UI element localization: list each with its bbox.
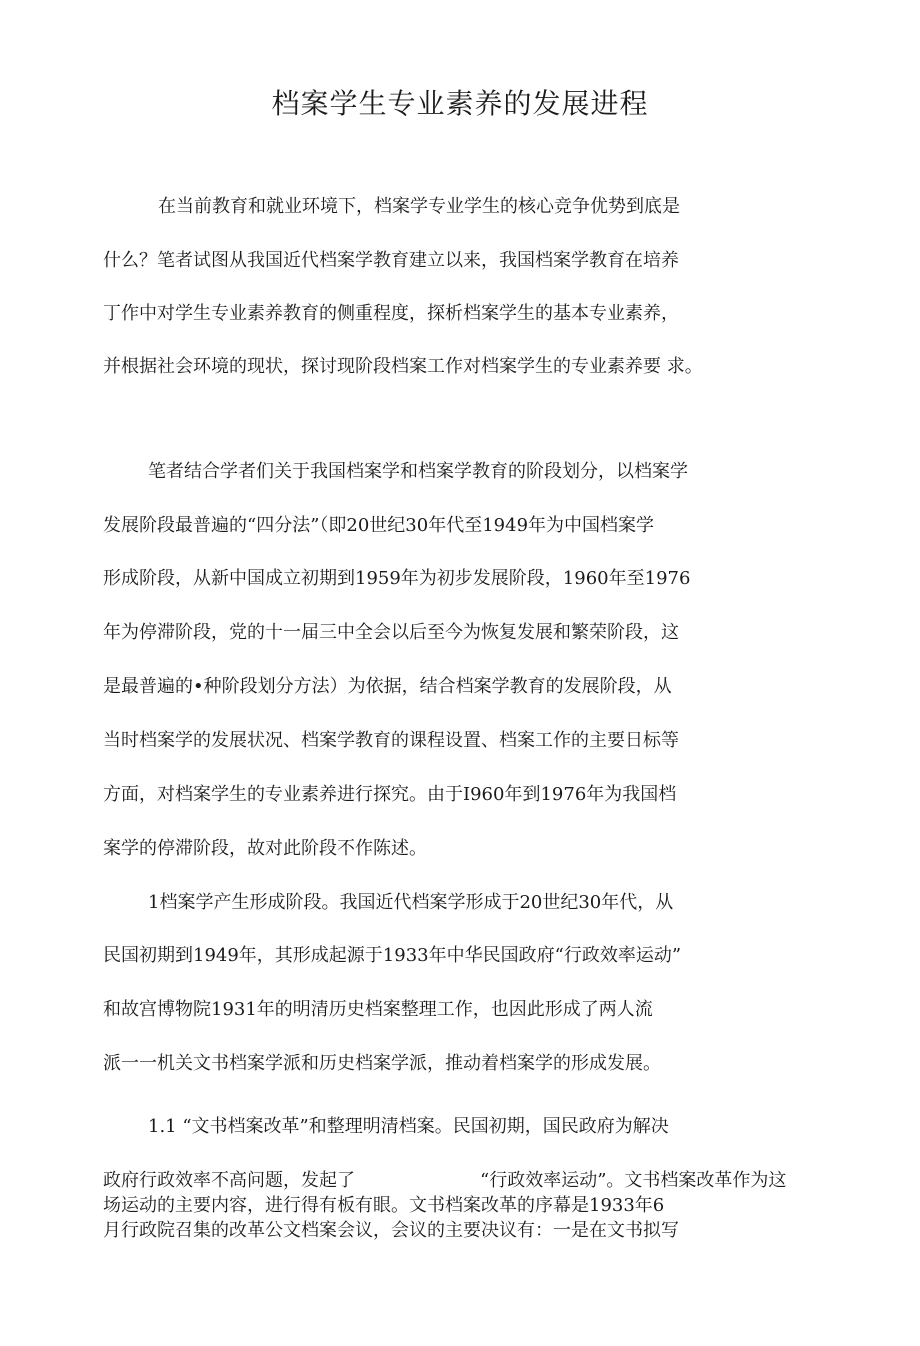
paragraph-line: 和故宫博物院1931年的明清历史档案整理工作，也因此形成了两人流 [103,999,653,1020]
paragraph-line: 民国初期到1949年，其形成起源于1933年中华民国政府“行政效率运动” [103,945,682,966]
paragraph-line: 是最普遍的•种阶段划分方法）为依据，结合档案学教育的发展阶段，从 [103,676,672,697]
paragraph-line: 方面，对档案学生的专业素养进行探究。由于I960年到1976年为我国档 [103,784,677,805]
paragraph-line: 形成阶段，从新中国成立初期到1959年为初步发展阶段，1960年至1976 [103,568,691,589]
paragraph-line: 政府行政效率不高问题，发起了 [103,1170,355,1191]
paragraph-line: 在当前教育和就业环境下，档案学专业学生的核心竞争优势到底是 [158,196,680,217]
paragraph-line: 1.1 “文书档案改革”和整理明清档案。民国初期，国民政府为解决 [148,1116,669,1137]
paragraph-line: 当时档案学的发展状况、档案学教育的课程设置、档案工作的主要日标等 [103,730,679,751]
paragraph-line: 月行政院召集的改革公文档案会议，会议的主要决议有：一是在文书拟写 [103,1220,679,1241]
paragraph-line: 1档案学产生形成阶段。我国近代档案学形成于20世纪30年代，从 [148,892,674,913]
page-title: 档案学生专业素养的发展进程 [271,87,649,120]
paragraph-line: 什么？笔者试图从我国近代档案学教育建立以来，我国档案学教育在培养 [103,250,679,271]
paragraph-line: 年为停滞阶段，党的十一届三中全会以后至今为恢复发展和繁荣阶段，这 [103,622,679,643]
paragraph-line: 笔者结合学者们关于我国档案学和档案学教育的阶段划分，以档案学 [148,461,688,482]
paragraph-line: “行政效率运动”。文书档案改革作为这 [480,1170,787,1191]
paragraph-line: 场运动的主要内容，进行得有板有眼。文书档案改革的序幕是1933年6 [103,1195,665,1216]
paragraph-line: 派一一机关文书档案学派和历史档案学派，推动着档案学的形成发展。 [103,1053,661,1074]
paragraph-line: 案学的停滞阶段，故对此阶段不作陈述。 [103,838,427,859]
paragraph-line: 并根据社会环境的现状，探讨现阶段档案工作对档案学生的专业素养要 求。 [103,356,703,377]
paragraph-line: 发展阶段最普遍的“四分法”（即20世纪30年代至1949年为中国档案学 [103,515,655,536]
paragraph-line: 丁作中对学生专业素养教育的侧重程度，探析档案学生的基本专业素养， [103,303,679,324]
